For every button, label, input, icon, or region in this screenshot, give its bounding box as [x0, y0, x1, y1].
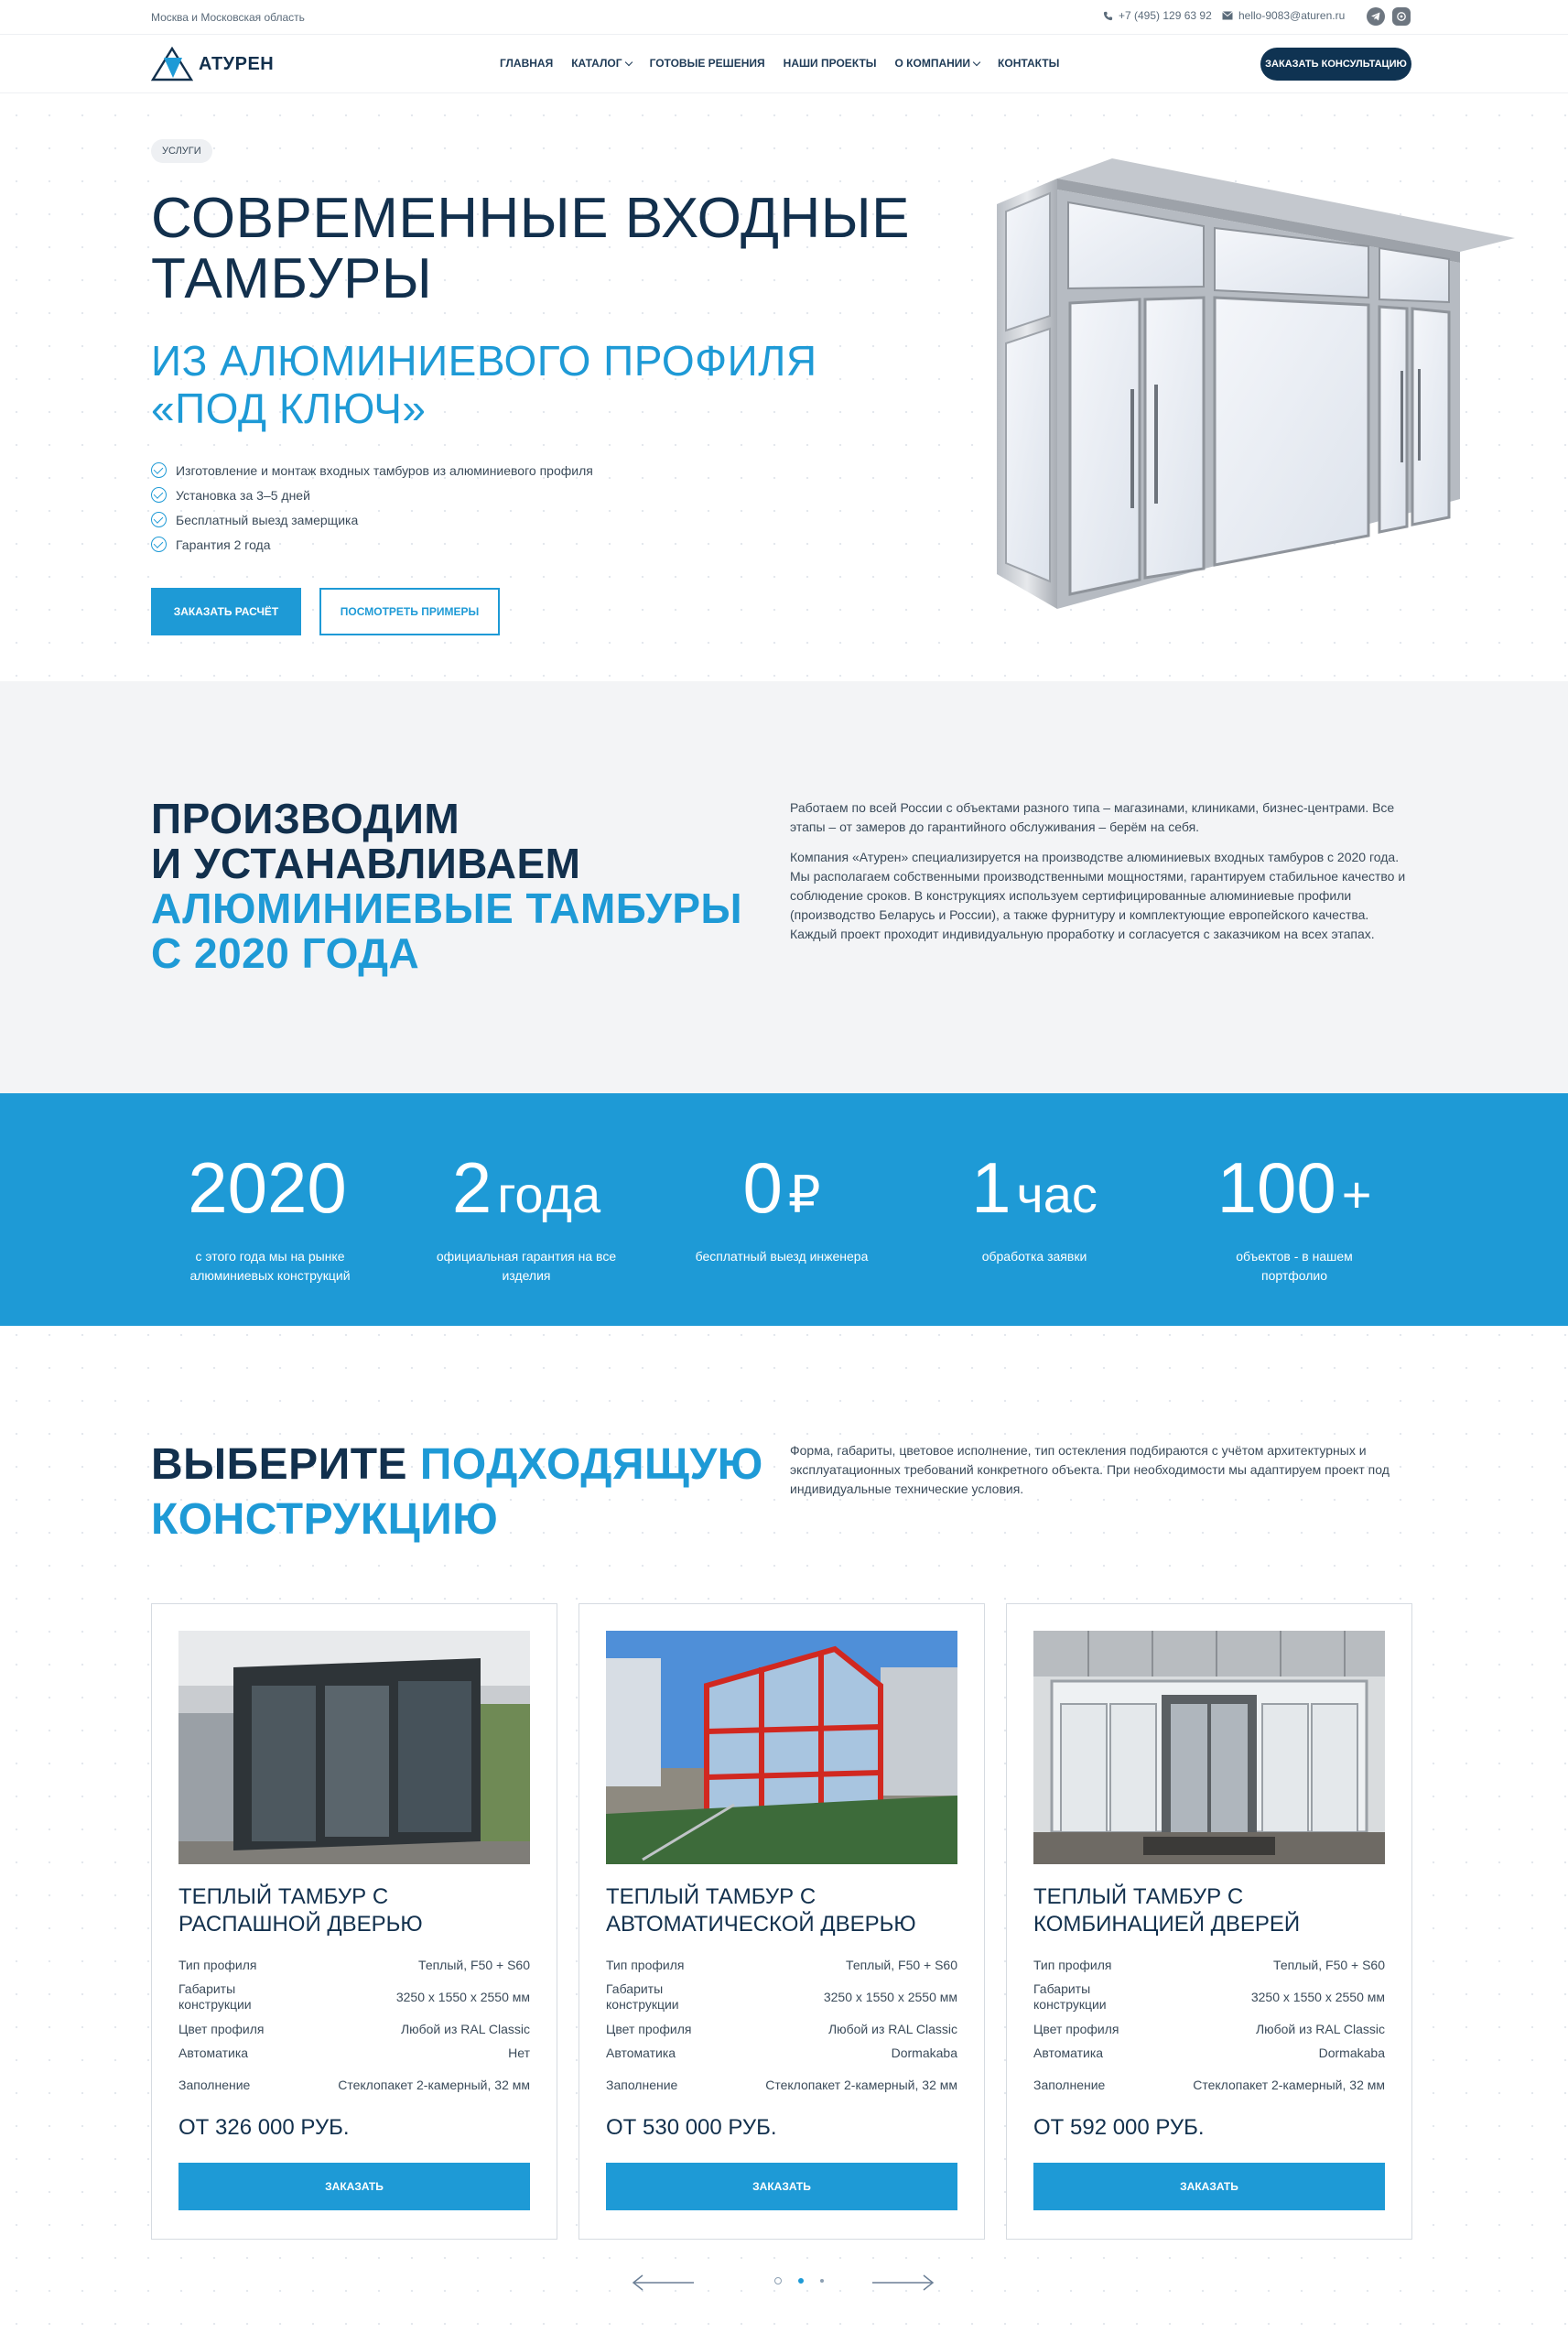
stat-label: официальная гарантия на все изделия [436, 1249, 617, 1283]
email-text: hello-9083@aturen.ru [1238, 9, 1346, 22]
spec-row [1033, 2017, 1385, 2041]
spec-label: Заполнение [606, 2077, 678, 2092]
products-title-blue: ПОДХОДЯЩУЮ [419, 1440, 763, 1489]
spec-label: Тип профиля [1033, 1957, 1112, 1972]
stat-item [915, 1148, 1153, 1266]
product-card[interactable] [579, 1603, 985, 2240]
spec-row [1033, 1977, 1385, 2017]
spec-value: Dormakaba [1318, 2045, 1385, 2060]
spec-value: Любой из RAL Classic [1255, 2021, 1385, 2036]
spec-list [1033, 1953, 1385, 2105]
spec-label: Габариты конструкции [178, 1981, 252, 2012]
spec-value: Стеклопакет 2-камерный, 32 мм [338, 2077, 530, 2092]
stat-label: бесплатный выезд инженера [695, 1249, 869, 1264]
nav-item-catalog[interactable] [571, 57, 631, 70]
product-photo [1033, 1631, 1385, 1864]
feature-text: Установка за 3–5 дней [176, 487, 310, 503]
about-title [151, 797, 792, 976]
product-price: ОТ 530 000 РУБ. [606, 2115, 777, 2140]
spec-label: Автоматика [1033, 2045, 1104, 2060]
spec-list [606, 1953, 957, 2105]
hero-subtitle: ИЗ АЛЮМИНИЕВОГО ПРОФИЛЯ «ПОД КЛЮЧ» [151, 337, 817, 432]
spec-label: Заполнение [178, 2077, 251, 2092]
order-calculation-button[interactable]: ЗАКАЗАТЬ РАСЧЁТ [151, 588, 301, 635]
stat-value: 1 час [971, 1147, 1098, 1228]
product-title: ТЕПЛЫЙ ТАМБУР С КОМБИНАЦИЕЙ ДВЕРЕЙ [1033, 1884, 1301, 1937]
nav-item-home[interactable] [500, 57, 553, 70]
order-button[interactable]: ЗАКАЗАТЬ [1033, 2163, 1385, 2210]
spec-value: Любой из RAL Classic [827, 2021, 957, 2036]
telegram-icon[interactable] [1367, 7, 1385, 26]
products-title-dark: ВЫБЕРИТЕ [151, 1440, 408, 1489]
spec-row [606, 1977, 957, 2017]
section-badge: УСЛУГИ [151, 139, 212, 163]
slider-navigation [0, 2269, 1568, 2296]
about-title-line: С 2020 ГОДА [151, 929, 420, 977]
list-item [151, 483, 593, 507]
check-circle-icon [151, 462, 167, 478]
order-button[interactable]: ЗАКАЗАТЬ [178, 2163, 530, 2210]
spec-list [178, 1953, 530, 2105]
nav-label: КАТАЛОГ [571, 57, 622, 70]
product-photo [606, 1631, 957, 1864]
nav-label: КОНТАКТЫ [998, 57, 1060, 70]
stat-label: обработка заявки [981, 1249, 1087, 1264]
stat-value: 0 ₽ [742, 1147, 821, 1228]
arrow-left-icon[interactable] [632, 2274, 696, 2291]
product-card[interactable] [151, 1603, 557, 2240]
spec-value: Теплый, F50 + S60 [846, 1957, 957, 1972]
top-bar [0, 0, 1568, 35]
spec-row [606, 1953, 957, 1977]
spec-value: 3250 х 1550 х 2550 мм [395, 1989, 530, 2004]
stat-item [1175, 1148, 1413, 1286]
email-link[interactable] [1222, 9, 1345, 22]
stat-item [151, 1148, 389, 1286]
order-button[interactable]: ЗАКАЗАТЬ [606, 2163, 957, 2210]
check-circle-icon [151, 537, 167, 552]
feature-text: Гарантия 2 года [176, 537, 271, 552]
spec-row [178, 2041, 530, 2065]
main-header [0, 35, 1568, 93]
product-card[interactable] [1006, 1603, 1412, 2240]
chevron-down-icon [624, 58, 632, 65]
logo[interactable] [151, 47, 274, 81]
phone-icon [1103, 11, 1113, 21]
products-title [151, 1438, 792, 1547]
whatsapp-icon[interactable] [1392, 7, 1411, 26]
region-text: Москва и Московская область [151, 11, 305, 24]
spec-row [1033, 2041, 1385, 2065]
products-title-blue: КОНСТРУКЦИЮ [151, 1495, 499, 1544]
spec-label: Автоматика [606, 2045, 676, 2060]
spec-value: Стеклопакет 2-камерный, 32 мм [765, 2077, 957, 2092]
stat-value: 2 года [451, 1147, 601, 1228]
list-item [151, 532, 593, 557]
spec-row [178, 2065, 530, 2105]
nav-item-contacts[interactable] [998, 57, 1059, 70]
check-circle-icon [151, 512, 167, 527]
logo-text: АТУРЕН [199, 53, 275, 74]
about-title-line: И УСТАНАВЛИВАЕМ [151, 840, 581, 887]
spec-value: Dormakaba [891, 2045, 957, 2060]
nav-item-solutions[interactable] [650, 57, 765, 70]
spec-row [178, 1977, 530, 2017]
main-nav [500, 57, 1059, 70]
spec-label: Заполнение [1033, 2077, 1106, 2092]
stat-item [407, 1148, 645, 1286]
spec-label: Тип профиля [178, 1957, 257, 1972]
nav-label: О КОМПАНИИ [894, 57, 971, 70]
product-price: ОТ 326 000 РУБ. [178, 2115, 350, 2140]
nav-label: НАШИ ПРОЕКТЫ [783, 57, 877, 70]
spec-label: Габариты конструкции [1033, 1981, 1107, 2012]
hero-title: СОВРЕМЕННЫЕ ВХОДНЫЕ ТАМБУРЫ [151, 187, 911, 310]
feature-list [151, 458, 593, 557]
view-examples-button[interactable]: ПОСМОТРЕТЬ ПРИМЕРЫ [319, 588, 500, 635]
about-title-line: АЛЮМИНИЕВЫЕ ТАМБУРЫ [151, 884, 743, 932]
product-title: ТЕПЛЫЙ ТАМБУР С РАСПАШНОЙ ДВЕРЬЮ [178, 1884, 423, 1937]
slider-dots [774, 2277, 824, 2284]
about-paragraph: Работаем по всей России с объектами разного типа – магазинами, клиниками, бизнес-центрами. Все этапы – от замеров до гарантийного обслуживания – берём на себя. [790, 800, 1395, 834]
chevron-down-icon [973, 58, 980, 65]
consultation-button[interactable]: ЗАКАЗАТЬ КОНСУЛЬТАЦИЮ [1260, 48, 1411, 81]
spec-value: Любой из RAL Classic [400, 2021, 530, 2036]
spec-label: Цвет профиля [606, 2021, 692, 2036]
product-price: ОТ 592 000 РУБ. [1033, 2115, 1205, 2140]
spec-label: Автоматика [178, 2045, 249, 2060]
nav-label: ГЛАВНАЯ [500, 57, 554, 70]
phone-link[interactable] [1103, 9, 1212, 22]
products-description: Форма, габариты, цветовое исполнение, тип остекления подбираются с учётом архитектурных и эксплуатационных требований конкретного объекта. При необходимости мы адаптируем проект под индивидуальные технические условия. [790, 1443, 1390, 1496]
spec-label: Габариты конструкции [606, 1981, 679, 2012]
arrow-right-icon[interactable] [871, 2274, 935, 2291]
slider-dot-active[interactable] [798, 2278, 804, 2284]
spec-label: Цвет профиля [178, 2021, 265, 2036]
list-item [151, 507, 593, 532]
spec-value: Стеклопакет 2-камерный, 32 мм [1193, 2077, 1385, 2092]
spec-row [1033, 2065, 1385, 2105]
stat-label: объектов - в нашем портфолио [1236, 1249, 1353, 1283]
product-photo [178, 1631, 530, 1864]
spec-value: 3250 х 1550 х 2550 мм [823, 1989, 957, 2004]
nav-item-projects[interactable] [784, 57, 877, 70]
spec-value: Теплый, F50 + S60 [418, 1957, 530, 1972]
slider-dot[interactable] [820, 2279, 824, 2283]
spec-value: Теплый, F50 + S60 [1273, 1957, 1385, 1972]
spec-row [178, 1953, 530, 1977]
stat-item [663, 1148, 901, 1266]
about-section [0, 681, 1568, 1093]
spec-row [606, 2041, 957, 2065]
mail-icon [1222, 11, 1233, 20]
check-circle-icon [151, 487, 167, 503]
feature-text: Изготовление и монтаж входных тамбуров из алюминиевого профиля [176, 462, 593, 478]
spec-label: Тип профиля [606, 1957, 685, 1972]
about-paragraph: Компания «Атурен» специализируется на производстве алюминиевых входных тамбуров с 2020 года. Мы располагаем собственными производственными мощностями, гарантируем стабильное качество и соблюдение сроков. В конструкциях используем сертифицированные алюминиевые профили (производство Беларусь и России), а также фурнитуру и комплектующие европейского качества. Каждый проект проходит индивидуальную проработку и согласуется с заказчиком на всех этапах. [790, 850, 1406, 941]
about-title-line: ПРОИЗВОДИМ [151, 795, 460, 842]
stat-value: 100 + [1217, 1147, 1372, 1228]
nav-label: ГОТОВЫЕ РЕШЕНИЯ [649, 57, 765, 70]
slider-dot[interactable] [774, 2277, 782, 2284]
phone-text: +7 (495) 129 63 92 [1119, 9, 1212, 22]
spec-row [178, 2017, 530, 2041]
spec-value: 3250 х 1550 х 2550 мм [1250, 1989, 1385, 2004]
spec-row [606, 2017, 957, 2041]
logo-mark-icon [151, 47, 193, 81]
product-title: ТЕПЛЫЙ ТАМБУР С АВТОМАТИЧЕСКОЙ ДВЕРЬЮ [606, 1884, 916, 1937]
nav-item-about[interactable] [895, 57, 980, 70]
feature-text: Бесплатный выезд замерщика [176, 512, 359, 527]
spec-label: Цвет профиля [1033, 2021, 1119, 2036]
about-text [790, 798, 1412, 955]
stat-value: 2020 [188, 1147, 347, 1228]
vestibule-product-image [984, 151, 1533, 627]
stats-band [0, 1093, 1568, 1326]
stat-label: с этого года мы на рынке алюминиевых конструкций [189, 1249, 351, 1283]
spec-row [1033, 1953, 1385, 1977]
spec-value: Нет [508, 2045, 530, 2060]
spec-row [606, 2065, 957, 2105]
list-item [151, 458, 593, 483]
